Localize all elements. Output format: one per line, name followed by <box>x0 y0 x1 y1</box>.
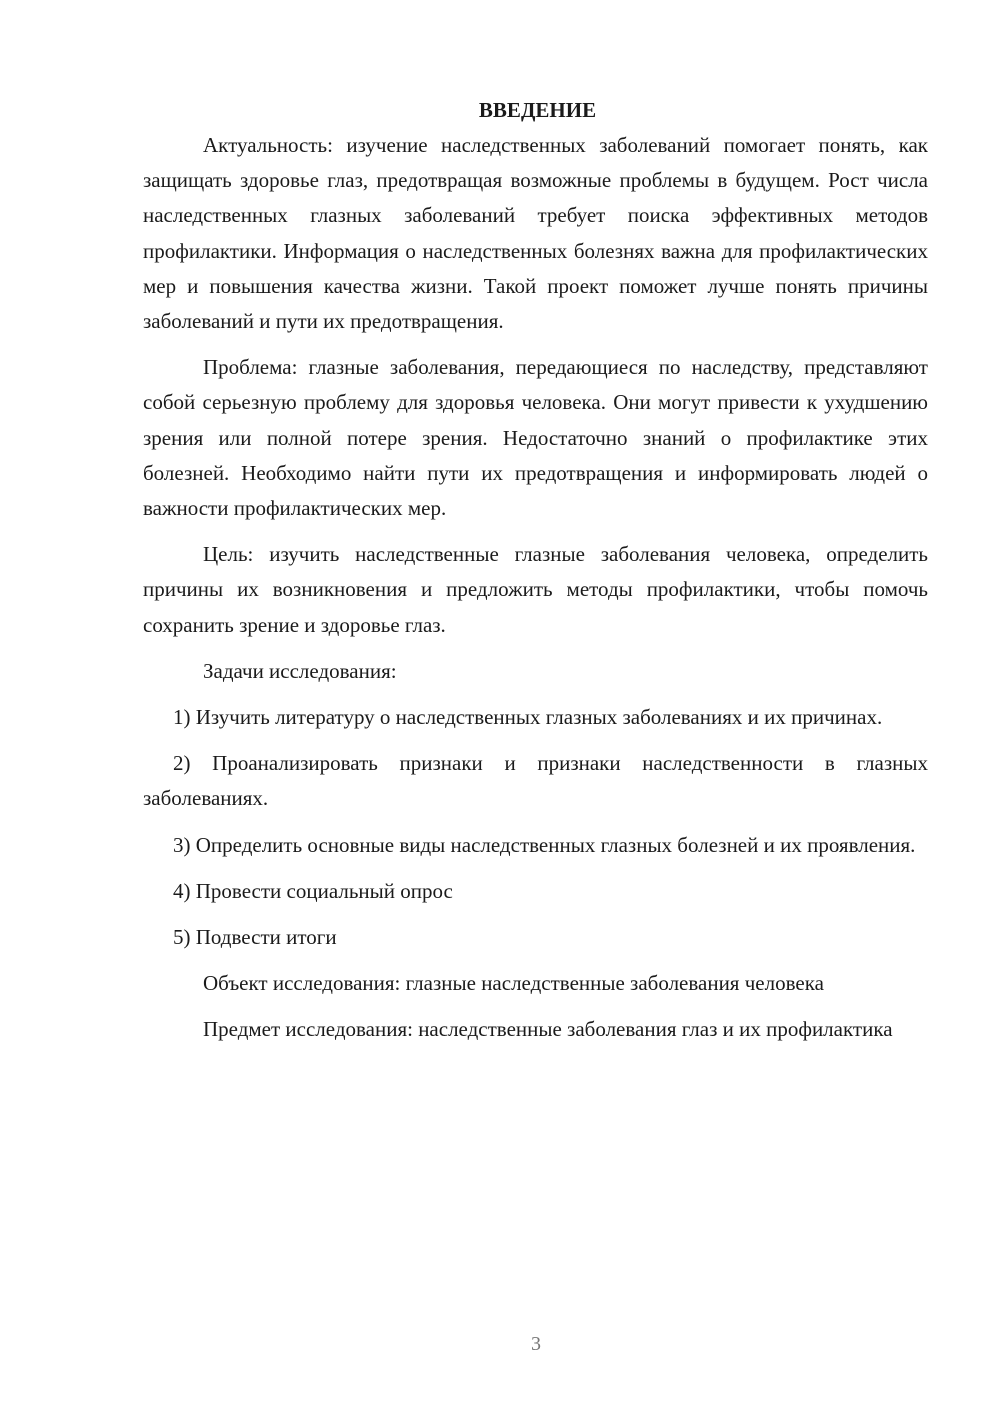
goal-paragraph: Цель: изучить наследственные глазные заболевания человека, определить причины их возникновения и предложить методы профилактики, чтобы помочь сохранить зрение и здоровье глаз. <box>143 542 928 637</box>
subject-paragraph: Предмет исследования: наследственные заболевания глаз и их профилактика <box>203 1017 893 1042</box>
task-item-3: 3) Определить основные виды наследственных глазных болезней и их проявления. <box>173 832 916 857</box>
page-number: 3 <box>531 1333 541 1355</box>
object-paragraph: Объект исследования: глазные наследственные заболевания человека <box>203 971 824 996</box>
task-item-4: 4) Провести социальный опрос <box>173 878 453 903</box>
relevance-paragraph: Актуальность: изучение наследственных заболеваний помогает понять, как защищать здоровье глаз, предотвращая возможные проблемы в будущем. Рост числа наследственных глазных заболеваний требует поиска эффективных методов профилактики. Информация о наследственных болезнях важна для профилактических мер и повышения качества жизни. Такой проект поможет лучше понять причины заболеваний и пути их предотвращения. <box>143 133 928 334</box>
task-item-5: 5) Подвести итоги <box>173 925 337 950</box>
problem-paragraph: Проблема: глазные заболевания, передающиеся по наследству, представляют собой серьезную проблему для здоровья человека. Они могут привести к ухудшению зрения или полной потере зрения. Недостаточно знаний о профилактике этих болезней. Необходимо найти пути их предотвращения и информировать людей о важности профилактических мер. <box>143 355 928 521</box>
tasks-heading: Задачи исследования: <box>203 658 397 683</box>
task-item-2: 2) Проанализировать признаки и признаки наследственности в глазных заболеваниях. <box>143 751 928 811</box>
page-content <box>143 93 928 1059</box>
section-title: ВВЕДЕНИЕ <box>478 98 597 122</box>
task-item-1: 1) Изучить литературу о наследственных глазных заболеваниях и их причинах. <box>173 705 883 730</box>
